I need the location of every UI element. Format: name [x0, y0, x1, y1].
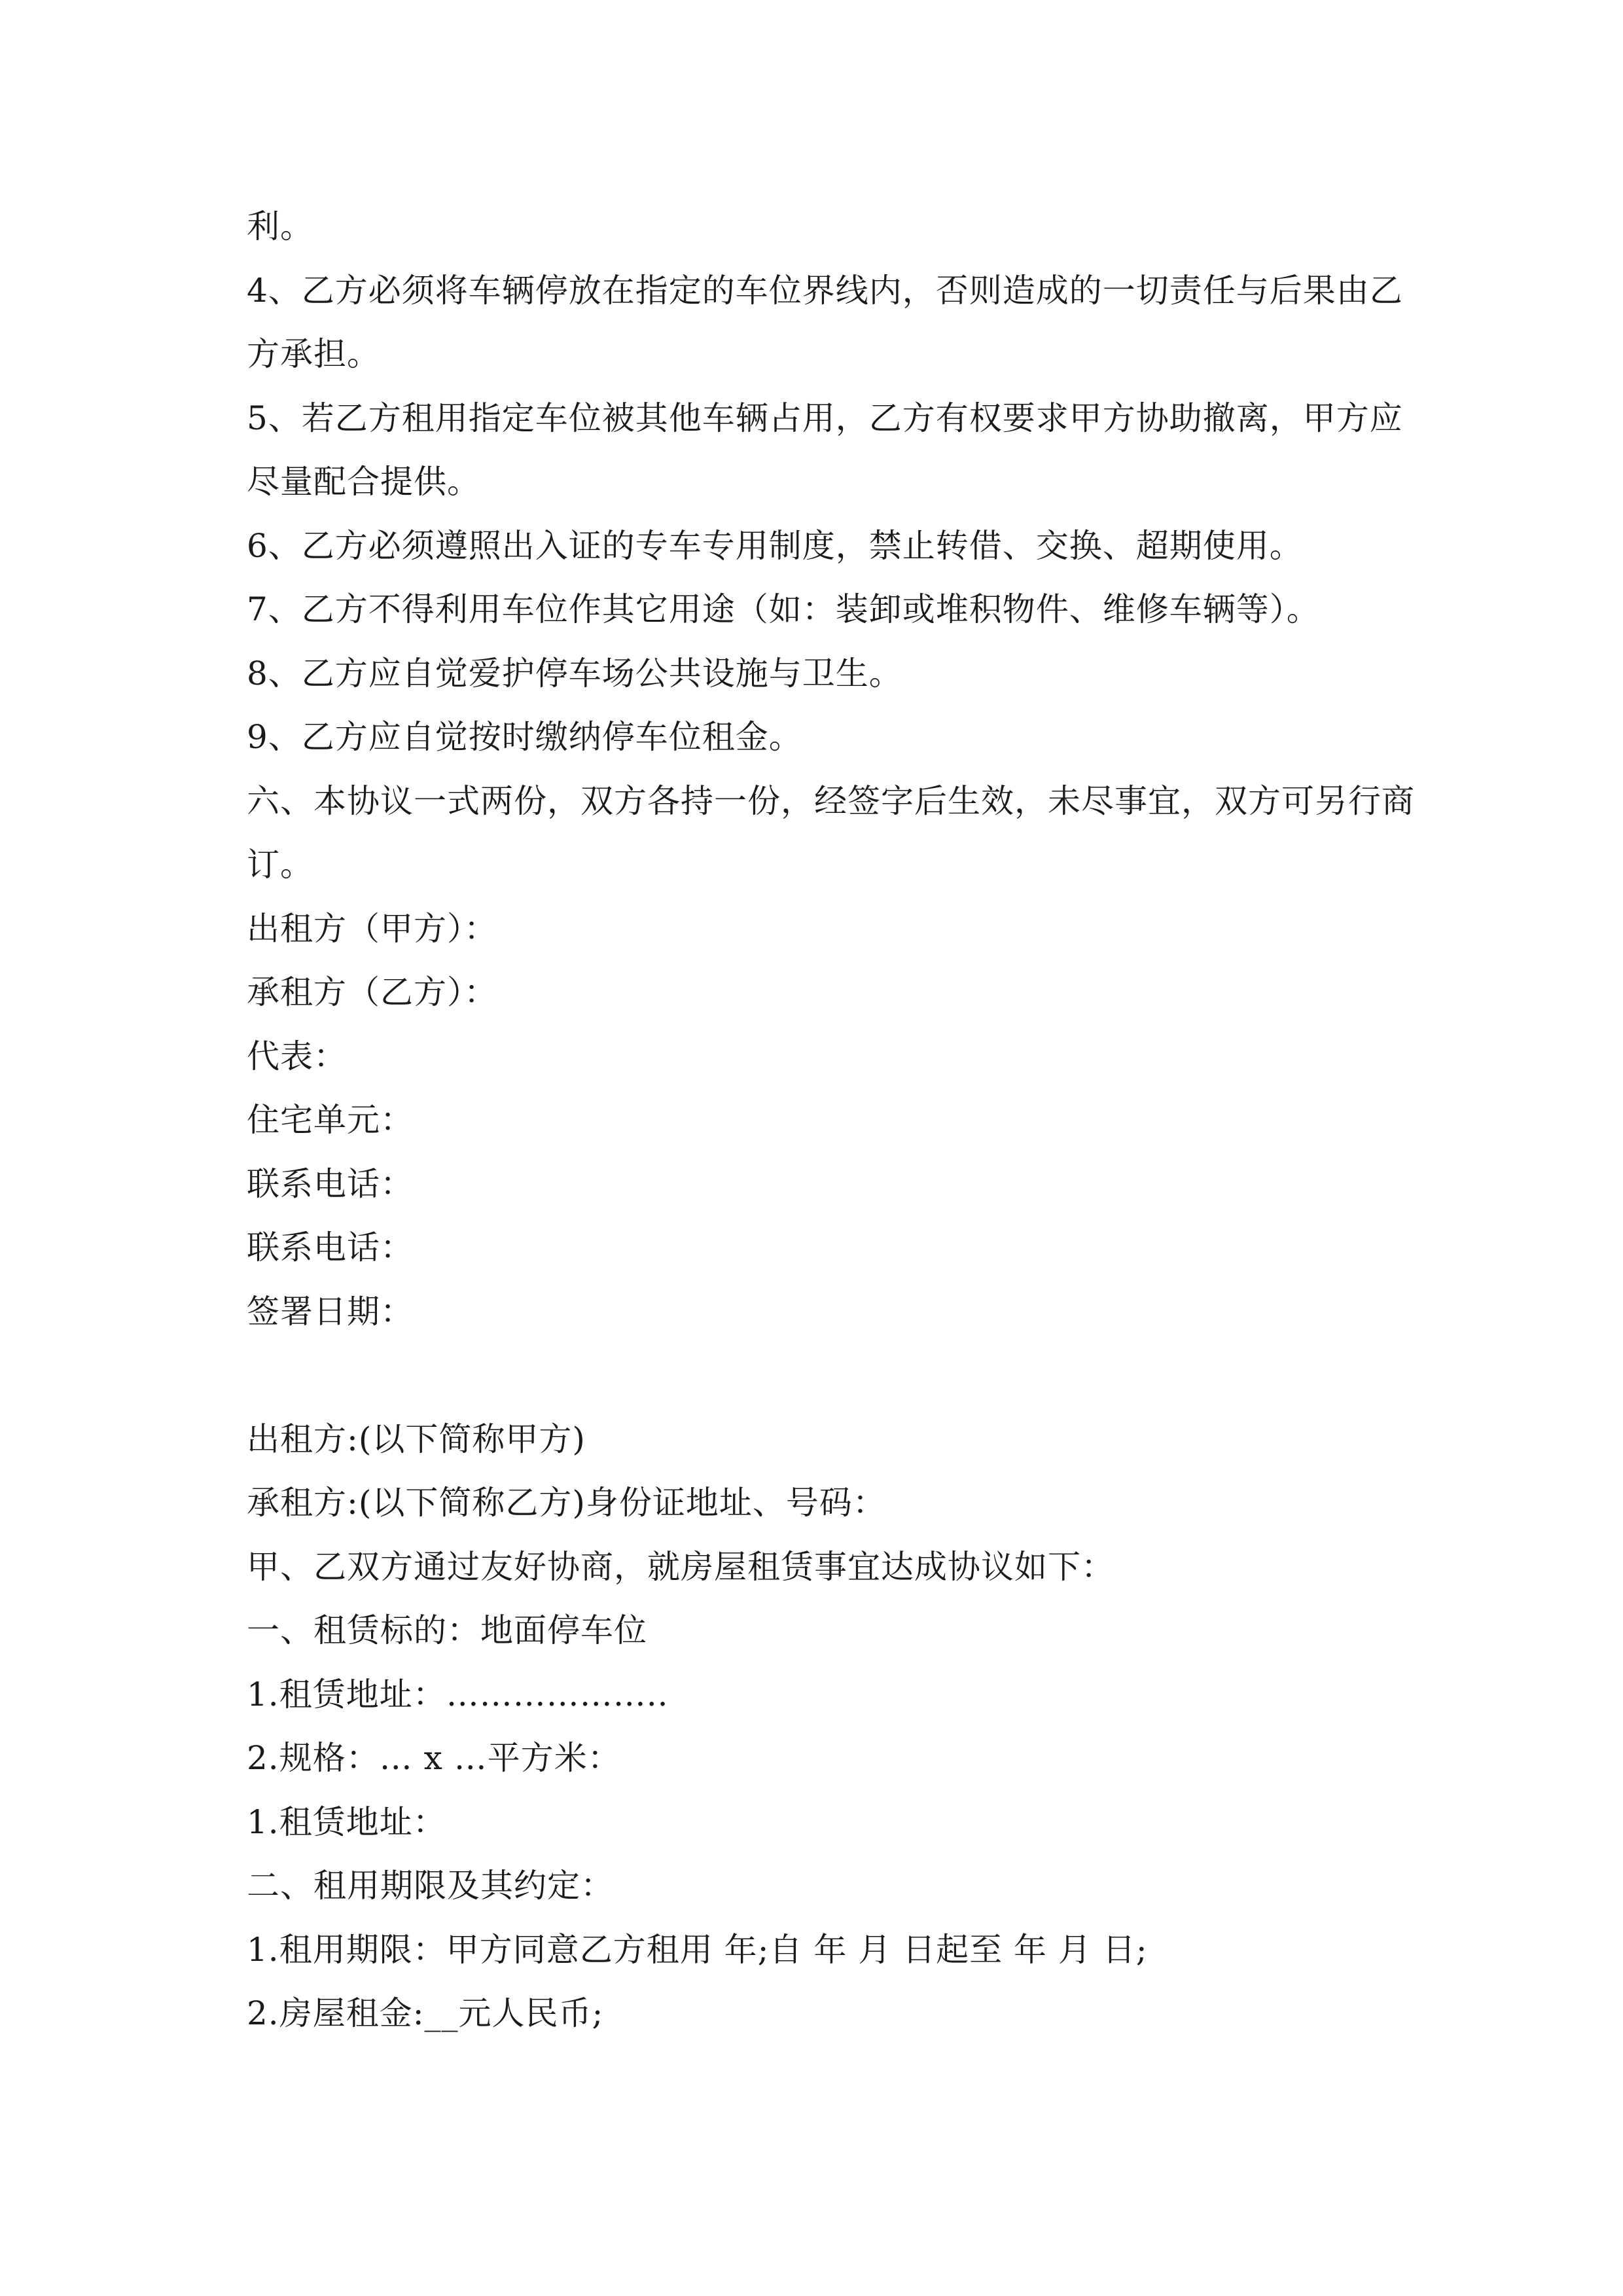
text-line: 出租方:(以下简称甲方): [247, 1420, 586, 1458]
text-line: 2.规格：… x …平方米：: [247, 1739, 621, 1777]
phone-label: 联系电话：: [247, 1164, 414, 1203]
text-line: 尽量配合提供。: [247, 463, 480, 501]
phone-label: 联系电话：: [247, 1229, 414, 1266]
text-line: 7、乙方不得利用车位作其它用途（如：装卸或堆积物件、维修车辆等）。: [247, 590, 1320, 628]
text-line: 9、乙方应自觉按时缴纳停车位租金。: [247, 718, 802, 756]
text-line: 8、乙方应自觉爱护停车场公共设施与卫生。: [247, 654, 902, 692]
text-line: 2.房屋租金:__元人民币;: [247, 1994, 604, 2032]
text-line: 1.租赁地址：………………..: [247, 1675, 669, 1713]
text-line: 利。: [247, 207, 313, 245]
text-line: 方承担。: [247, 335, 380, 373]
text-line: 二、租用期限及其约定：: [247, 1867, 614, 1905]
text-line: 1.租赁地址：: [247, 1803, 446, 1841]
text-line: 甲、乙双方通过友好协商，就房屋租赁事宜达成协议如下：: [247, 1547, 1115, 1586]
section-gap: [247, 1353, 1385, 1417]
text-line: 订。: [247, 846, 313, 884]
text-line: 承租方:(以下简称乙方)身份证地址、号码：: [247, 1484, 886, 1522]
sign-date-label: 签署日期：: [247, 1292, 414, 1331]
document-body: [247, 204, 1415, 2055]
text-line: 六、本协议一式两份，双方各持一份，经签字后生效，未尽事宜，双方可另行商: [247, 781, 1415, 820]
residence-unit-label: 住宅单元：: [247, 1101, 414, 1139]
text-line: 一、租赁标的：地面停车位: [247, 1611, 647, 1649]
text-line: 5、若乙方租用指定车位被其他车辆占用，乙方有权要求甲方协助撤离，甲方应: [247, 399, 1403, 437]
text-line: 6、乙方必须遵照出入证的专车专用制度，禁止转借、交换、超期使用。: [247, 526, 1303, 565]
text-line: 4、乙方必须将车辆停放在指定的车位界线内，否则造成的一切责任与后果由乙: [247, 271, 1403, 310]
lessee-label: 承租方（乙方）：: [247, 973, 497, 1011]
text-line: 1.租用期限：甲方同意乙方租用 年;自 年 月 日起至 年 月 日;: [247, 1930, 1148, 1969]
lessor-label: 出租方（甲方）：: [247, 909, 497, 948]
representative-label: 代表：: [247, 1037, 347, 1075]
